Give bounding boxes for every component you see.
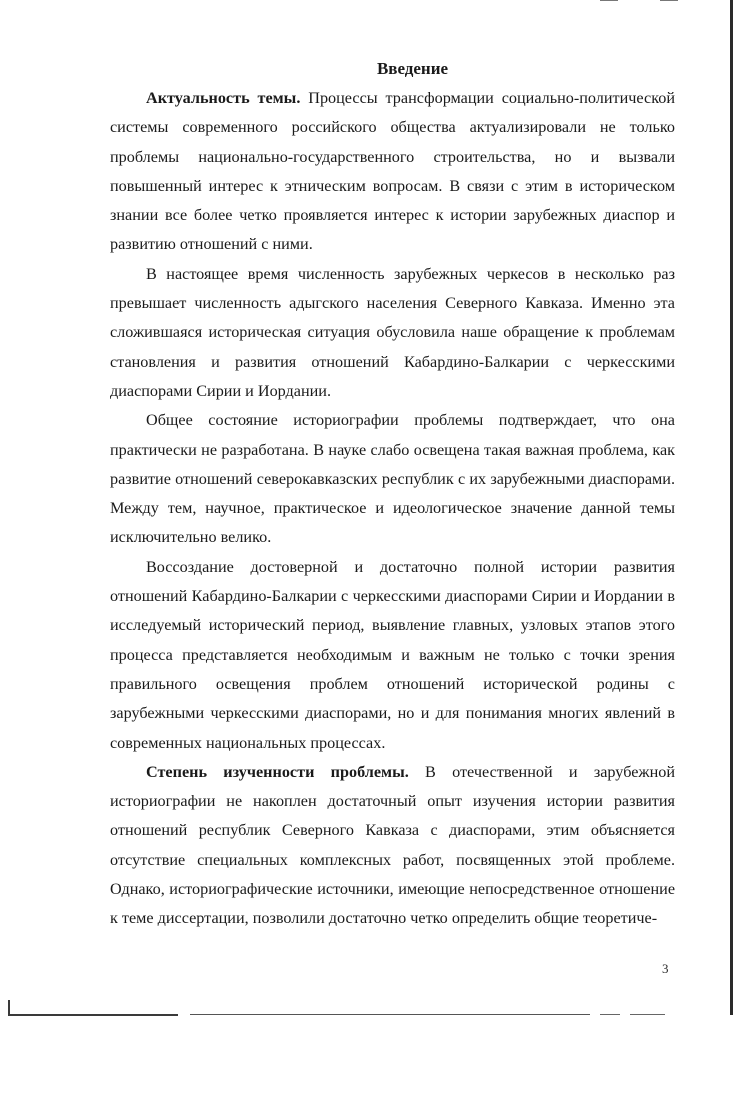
paragraph-text: Процессы трансформации социально-политической системы современного российского общества актуализировали не только проблемы национально-государственного строительства, но и вызвали повышенный интерес к этническим вопросам. В связи с этим в историческом знании все более четко проявляется интерес к истории зарубежных диаспор и развитию отношений с ними. bbox=[110, 89, 676, 254]
scan-edge-bottom bbox=[630, 1014, 665, 1015]
paragraph bbox=[110, 84, 675, 260]
paragraph-lead: Степень изученности проблемы. bbox=[146, 762, 409, 781]
paragraph-text: В отечественной и зарубежной историографии не накоплен достаточный опыт изучения истории развития отношений республик Северного Кавказа с диаспорами, этим объясняется отсутствие специальных комплексных работ, посвященных этой проблеме. Однако, историографические источники, имеющие непосредственное отношение к теме диссертации, позволили достаточно четко определить общие теоретиче- bbox=[110, 762, 675, 928]
paragraph-text: Общее состояние историографии проблемы подтверждает, что она практически не разработана. В науке слабо освещена такая важная проблема, как развитие отношений северокавказских республик с их зарубежными диаспорами. Между тем, научное, практическое и идеологическое значение данной темы исключительно велико. bbox=[110, 411, 675, 547]
page-number: 3 bbox=[662, 961, 669, 976]
paragraph-lead: Актуальность темы. bbox=[146, 89, 301, 107]
paragraph bbox=[110, 553, 675, 758]
paragraph bbox=[110, 406, 675, 552]
scan-artifact-top bbox=[600, 0, 618, 1]
paragraph-text: В настоящее время численность зарубежных черкесов в несколько раз превышает численность адыгского населения Северного Кавказа. Именно эта сложившаяся историческая ситуация обусловила наше обращение к проблемам становления и развития отношений Кабардино-Балкарии с черкесскими диаспорами Сирии и Иордании. bbox=[110, 264, 675, 400]
scan-edge-bottom bbox=[8, 1014, 178, 1016]
paragraph bbox=[110, 260, 675, 406]
paragraph-text: Воссоздание достоверной и достаточно полной истории развития отношений Кабардино-Балкарии с черкесскими диаспорами Сирии и Иордании в исследуемый исторический период, выявление главных, узловых этапов этого процесса представляется необходимым и важным не только с точки зрения правильного освещения проблем отношений исторической родины с зарубежными черкесскими диаспорами, но и для понимания многих явлений в современных национальных процессах. bbox=[110, 557, 675, 752]
scan-edge-bottom bbox=[190, 1014, 590, 1015]
scan-edge-bottom bbox=[600, 1014, 620, 1015]
scan-artifact-top bbox=[660, 0, 678, 1]
page-title: Введение bbox=[376, 59, 449, 78]
page-body bbox=[110, 54, 675, 934]
paragraph bbox=[110, 758, 675, 934]
